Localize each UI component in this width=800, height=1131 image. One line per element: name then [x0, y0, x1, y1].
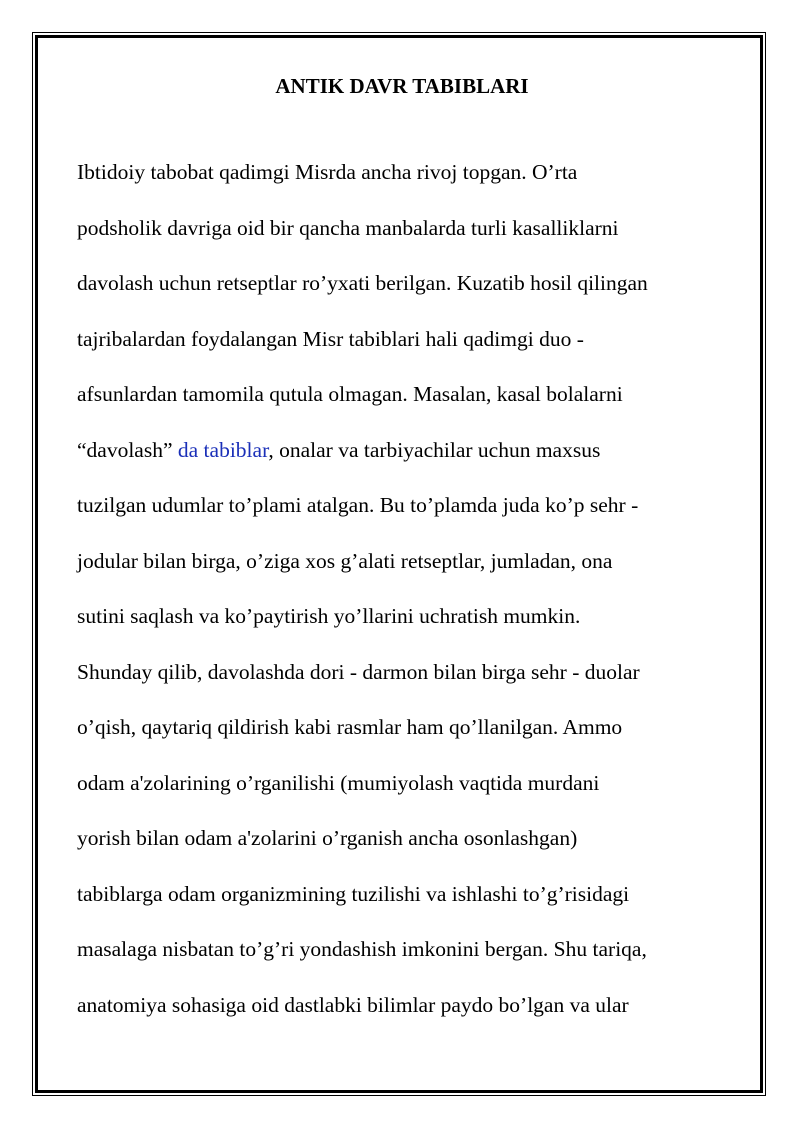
body-line: tuzilgan udumlar to’plami atalgan. Bu to’plamda juda ko’p sehr - — [77, 493, 639, 517]
document-content — [77, 72, 727, 1033]
body-line: afsunlardan tamomila qutula olmagan. Masalan, kasal bolalarni — [77, 382, 623, 406]
body-line: jodular bilan birga, o’ziga xos g’alati retseptlar, jumladan, ona — [77, 548, 613, 573]
document-title: ANTIK DAVR TABIBLARI — [275, 74, 529, 98]
body-line: tajribalardan foydalangan Misr tabiblari hali qadimgi duo - — [77, 326, 584, 351]
body-line: yorish bilan odam a'zolarini o’rganish ancha osonlashgan) — [77, 826, 578, 850]
body-line: tabiblarga odam organizmining tuzilishi va ishlashi to’g’risidagi — [77, 881, 630, 906]
body-text-fragment: , onalar va tarbiyachilar uchun maxsus — [268, 437, 601, 462]
body-line: sutini saqlash va ko’paytirish yo’llarini uchratish mumkin. — [77, 604, 581, 628]
body-text-fragment: “davolash” — [77, 437, 178, 462]
body-line: anatomiya sohasiga oid dastlabki bilimlar paydo bo’lgan va ular — [77, 992, 629, 1017]
body-line: o’qish, qaytariq qildirish kabi rasmlar ham qo’llanilgan. Ammo — [77, 715, 623, 739]
body-line: odam a'zolarining o’rganilishi (mumiyolash vaqtida murdani — [77, 770, 600, 795]
inline-link[interactable]: da tabiblar — [177, 437, 269, 462]
body-line: masalaga nisbatan to’g’ri yondashish imkonini bergan. Shu tariqa, — [77, 937, 647, 961]
body-line: Ibtidoiy tabobat qadimgi Misrda ancha rivoj topgan. O’rta — [77, 160, 578, 184]
body-line: Shunday qilib, davolashda dori - darmon bilan birga sehr - duolar — [77, 659, 640, 684]
body-line-with-link — [77, 423, 727, 479]
document-body — [77, 145, 727, 1033]
body-line: podsholik davriga oid bir qancha manbalarda turli kasalliklarni — [77, 215, 619, 240]
body-line: davolash uchun retseptlar ro’yxati berilgan. Kuzatib hosil qilingan — [77, 271, 648, 295]
